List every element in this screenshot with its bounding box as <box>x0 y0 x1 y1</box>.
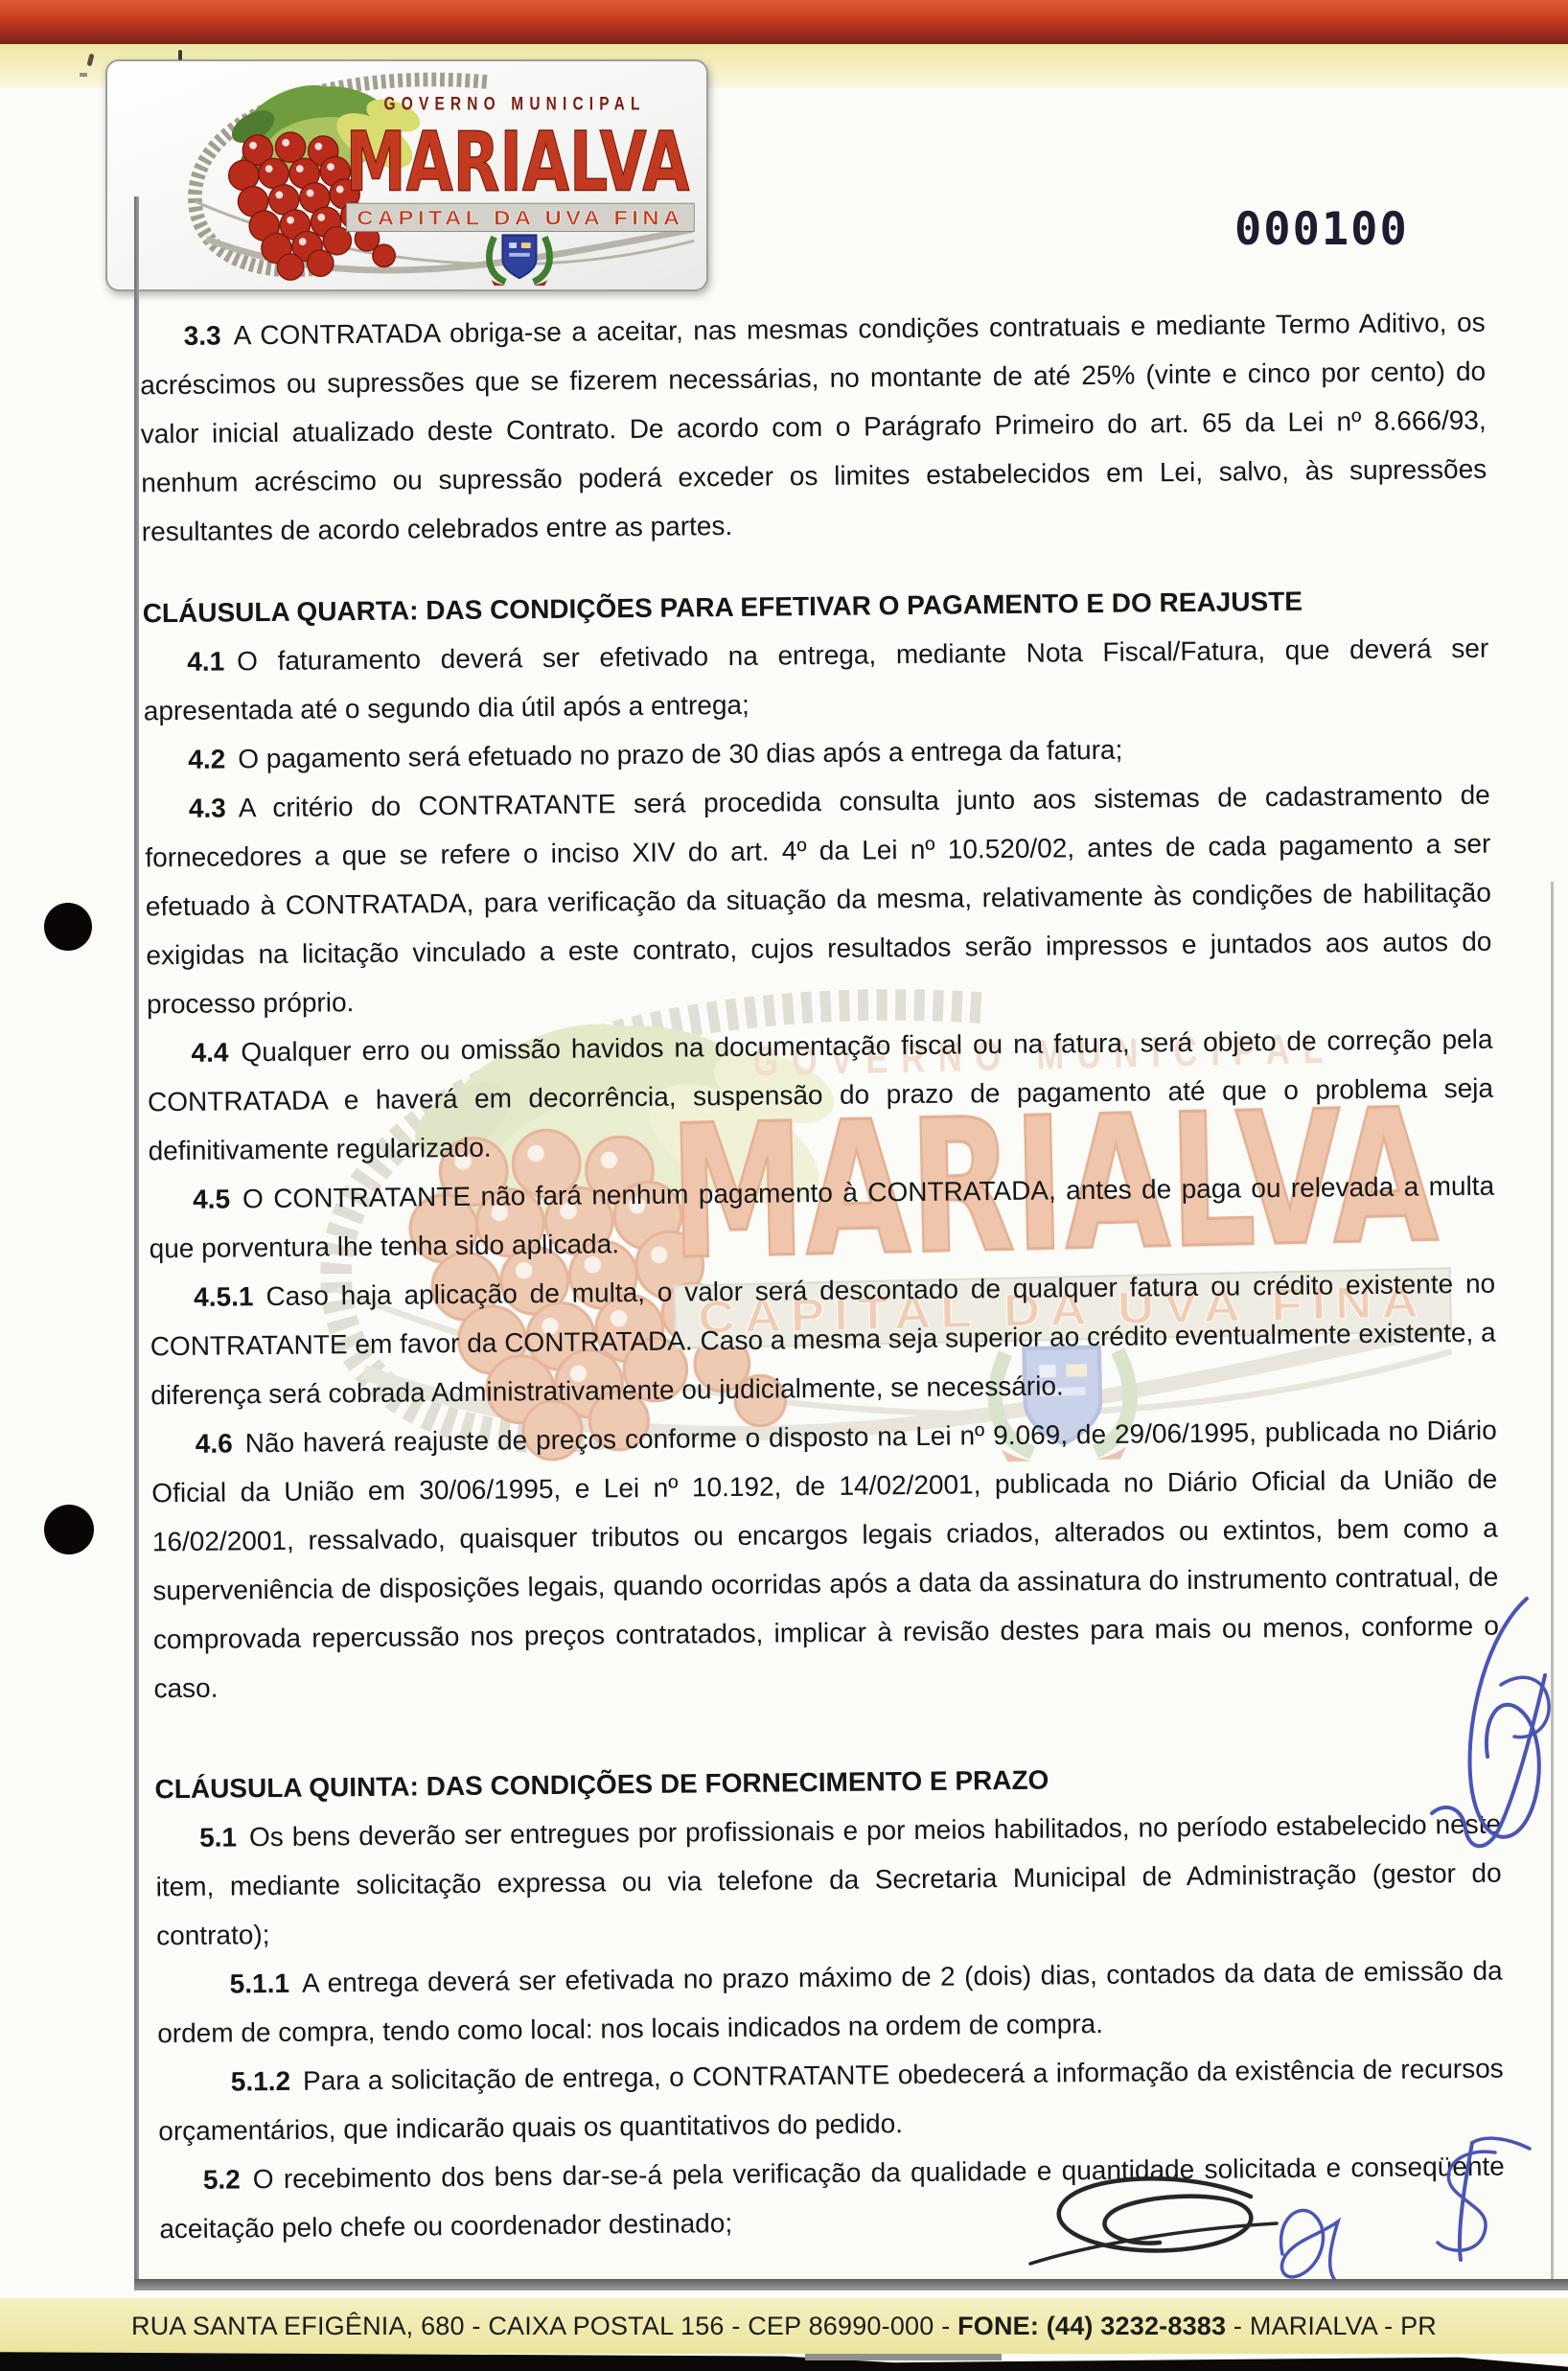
clause-4-5 <box>149 1162 1495 1274</box>
clause-4-3 <box>145 771 1493 1029</box>
clause-4-6 <box>151 1406 1500 1714</box>
clause-number: 4.6 <box>195 1428 233 1459</box>
clause-text: O pagamento será efetuado no prazo de 30 dias após a entrega da fatura; <box>238 734 1123 774</box>
clause-5-1-2 <box>158 2044 1505 2156</box>
clause-4-heading: CLÁUSULA QUARTA: DAS CONDIÇÕES PARA EFETIVAR O PAGAMENTO E DO REAJUSTE <box>142 586 1303 629</box>
clause-3-3 <box>139 298 1487 557</box>
municipal-logo-card <box>105 59 708 291</box>
footer-address <box>131 2312 1437 2341</box>
clause-5-1 <box>155 1800 1503 1961</box>
clause-5-1-1 <box>156 1946 1503 2059</box>
page-border-bottom <box>134 2279 1568 2290</box>
clause-number: 4.5 <box>192 1184 231 1214</box>
clause-number: 5.1.2 <box>230 2065 291 2097</box>
clause-text: Os bens deverão ser entregues por profissionais e por meios habilitados, no período estabelecido neste item, mediante solicitação expressa ou via telefone da Secretaria Municipal de Administração (gestor do contrato); <box>155 1808 1502 1951</box>
page-number-stamp: 000100 <box>1234 203 1409 256</box>
page-border-right <box>1551 882 1554 2283</box>
header-red-bar <box>0 0 1568 44</box>
footer-address-right: - MARIALVA - PR <box>1226 2311 1437 2340</box>
clause-number: 5.2 <box>202 2164 241 2195</box>
clause-text: A CONTRATADA obriga-se a aceitar, nas mesmas condições contratuais e mediante Termo Aditivo, os acréscimos ou supressões que se fizerem necessárias, no montante de até 25% (vinte e cinco por cento) do valor inicial atualizado deste Contrato. De acordo com o Parágrafo Primeiro do art. 65 da Lei nº 8.666/93, nenhum acréscimo ou supressão poderá exceder os limites estabelecidos em Lei, salvo, às supressões resultantes de acordo celebrados entre as partes. <box>140 307 1487 547</box>
clause-number: 3.3 <box>183 320 221 351</box>
clause-5-2 <box>159 2142 1506 2254</box>
clause-number: 5.1.1 <box>229 1968 290 1999</box>
contract-body <box>139 298 1505 2254</box>
clause-text: Não haverá reajuste de preços conforme o disposto na Lei nº 9.069, de 29/06/1995, publicada no Diário Oficial da União em 30/06/1995, e Lei nº 10.192, de 14/02/2001, publicada no Diário Oficial da União de 16/02/2001, ressalvado, quaisquer tributos ou encargos legais criados, alterados ou extintos, bem como a superveniência de disposições legais, quando ocorridas após a data da assinatura do instrumento contratual, de comprovada repercussão nos preços contratados, implicar à revisão destes para mais ou menos, conforme o caso. <box>151 1415 1500 1704</box>
clause-text: A entrega deverá ser efetivada no prazo máximo de 2 (dois) dias, contados da data de emissão da ordem de compra, tendo como local: nos locais indicados na ordem de compra. <box>157 1955 1503 2049</box>
clause-number: 5.1 <box>198 1822 238 1853</box>
clause-text: A critério do CONTRATANTE será procedida consulta junto aos sistemas de cadastramento de fornecedores a que se refere o inciso XIV do art. 4º da Lei nº 10.520/02, antes de cada pagamento a ser efetuado à CONTRATADA, para verificação da situação da mesma, relativamente às condições de habilitação exigidas na licitação vinculado a este contrato, cujos resultados serão impressos e juntados aos autos do processo próprio. <box>145 779 1492 1020</box>
clause-number: 4.1 <box>187 646 225 677</box>
municipal-logo <box>107 61 703 286</box>
clause-4-4 <box>147 1015 1494 1176</box>
scan-speck <box>80 73 87 77</box>
clause-number: 4.2 <box>188 744 226 774</box>
hole-punch <box>44 903 92 951</box>
clause-4-1 <box>143 624 1489 736</box>
clause-text: O CONTRATANTE não fará nenhum pagamento à CONTRATADA, antes de paga ou relevada a multa que porventura lhe tenha sido aplicada. <box>149 1170 1495 1264</box>
clause-4-5-1 <box>150 1259 1497 1420</box>
page-border-left <box>134 196 139 2290</box>
footer-band <box>0 2298 1568 2354</box>
clause-text: Qualquer erro ou omissão havidos na documentação fiscal ou na fatura, será objeto de correção pela CONTRATADA e haverá em decorrência, suspensão do prazo de pagamento até que o problema seja definitivamente regularizado. <box>147 1024 1494 1166</box>
clause-text: O recebimento dos bens dar-se-á pela verificação da qualidade e quantidade solicitada e conseqüente aceitação pelo chefe ou coordenador destinado; <box>159 2151 1505 2244</box>
clause-text: Para a solicitação de entrega, o CONTRATANTE obedecerá a informação da existência de recursos orçamentários, que indicarão quais os quantitativos do pedido. <box>158 2053 1504 2147</box>
clause-text: O faturamento deverá ser efetivado na entrega, mediante Nota Fiscal/Fatura, que deverá ser apresentada até o segundo dia útil após a entrega; <box>143 633 1489 726</box>
scan-edge-notch <box>805 2354 1002 2360</box>
footer-phone: FONE: (44) 3232-8383 <box>957 2311 1227 2340</box>
hole-punch <box>44 1505 94 1554</box>
footer-address-left: RUA SANTA EFIGÊNIA, 680 - CAIXA POSTAL 156 - CEP 86990-000 - <box>131 2311 958 2340</box>
clause-text: Caso haja aplicação de multa, o valor será descontado de qualquer fatura ou crédito existente no CONTRATANTE em favor da CONTRATADA. Caso a mesma seja superior ao crédito eventualmente existente, a diferença será cobrada Administrativamente ou judicialmente, se necessário. <box>150 1268 1496 1411</box>
clause-number: 4.4 <box>191 1037 229 1068</box>
scan-speck <box>178 50 182 60</box>
clause-5-heading: CLÁUSULA QUINTA: DAS CONDIÇÕES DE FORNECIMENTO E PRAZO <box>154 1764 1049 1805</box>
clause-number: 4.3 <box>188 793 226 823</box>
clause-number: 4.5.1 <box>194 1281 254 1312</box>
